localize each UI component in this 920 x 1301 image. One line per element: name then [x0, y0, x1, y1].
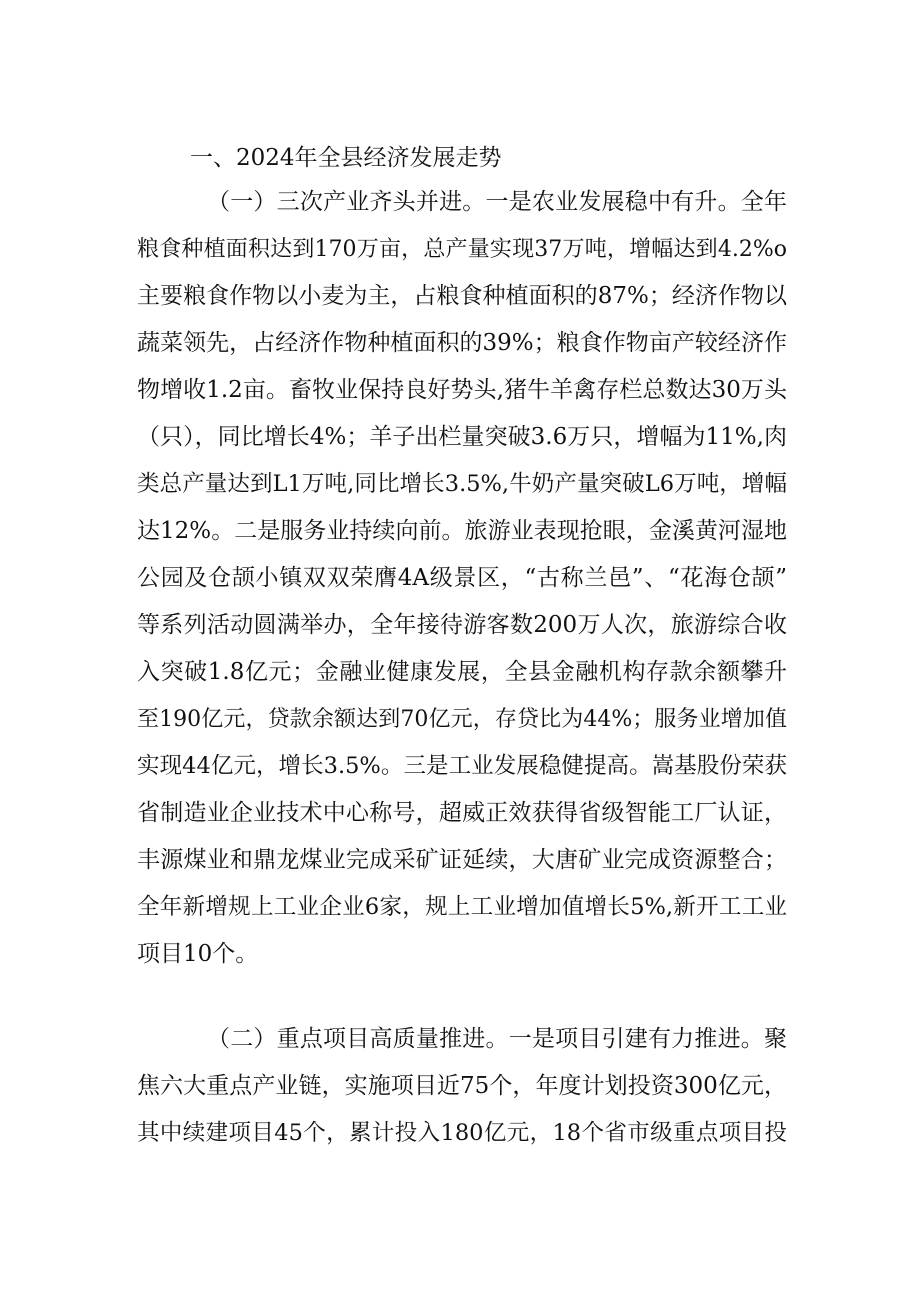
text-line: 焦六大重点产业链，实施项目近75个，年度计划投资300亿元， [137, 1073, 787, 1099]
text-line: 类总产量达到L1万吨,同比增长3.5%,牛奶产量突破L6万吨，增幅 [137, 471, 787, 497]
text-line: 物增收1.2亩。畜牧业保持良好势头,猪牛羊禽存栏总数达30万头 [137, 377, 787, 403]
paragraph-industries [137, 179, 787, 978]
text-line: 实现44亿元，增长3.5%。三是工业发展稳健提高。嵩基股份荣获 [137, 753, 787, 779]
paragraph-projects [137, 1016, 787, 1157]
text-line: 其中续建项目45个，累计投入180亿元，18个省市级重点项目投 [137, 1120, 787, 1146]
section-heading: 一、2024年全县经济发展走势 [190, 145, 502, 171]
text-line: 公园及仓颉小镇双双荣膺4A级景区，“古称兰邑”、“花海仓颉” [137, 565, 787, 591]
text-line: （只），同比增长4%；羊子出栏量突破3.6万只，增幅为11%,肉 [137, 424, 787, 450]
text-line: 省制造业企业技术中心称号，超威正效获得省级智能工厂认证， [137, 800, 787, 826]
text-line: （一）三次产业齐头并进。一是农业发展稳中有升。全年 [207, 189, 787, 215]
text-line: （二）重点项目高质量推进。一是项目引建有力推进。聚 [207, 1026, 787, 1052]
text-line: 等系列活动圆满举办，全年接待游客数200万人次，旅游综合收 [137, 612, 787, 638]
text-line: 主要粮食作物以小麦为主，占粮食种植面积的87%；经济作物以 [137, 283, 787, 309]
text-line: 项目10个。 [137, 941, 259, 967]
text-line: 丰源煤业和鼎龙煤业完成采矿证延续，大唐矿业完成资源整合； [137, 847, 787, 873]
text-line: 全年新增规上工业企业6家，规上工业增加值增长5%,新开工工业 [137, 894, 787, 920]
text-line: 入突破1.8亿元；金融业健康发展，全县金融机构存款余额攀升 [137, 659, 787, 685]
text-line: 粮食种植面积达到170万亩，总产量实现37万吨，增幅达到4.2%o [137, 237, 787, 262]
text-line: 达12%。二是服务业持续向前。旅游业表现抢眼，金溪黄河湿地 [137, 518, 787, 544]
text-line: 至190亿元，贷款余额达到70亿元，存贷比为44%；服务业增加值 [137, 707, 787, 732]
text-line: 蔬菜领先，占经济作物种植面积的39%；粮食作物亩产较经济作 [137, 330, 787, 356]
